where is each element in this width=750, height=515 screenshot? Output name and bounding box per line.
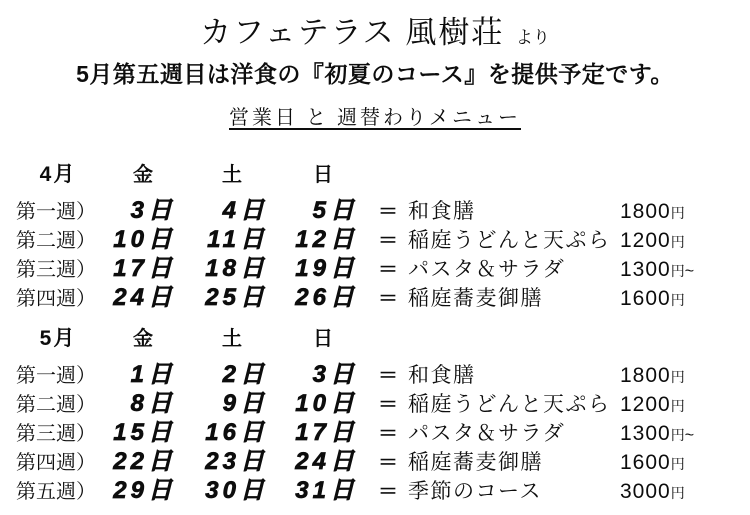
saturday-column-header: 土 <box>222 163 242 186</box>
date-saturday: 9日 <box>222 389 268 417</box>
menu-name: 稲庭うどんと天ぷら <box>408 228 611 252</box>
equals-sign: ＝ <box>378 200 398 223</box>
menu-name: 稲庭蕎麦御膳 <box>408 450 543 474</box>
month-label-april: 4月 <box>39 162 77 186</box>
date-sunday: 5日 <box>312 196 358 224</box>
date-saturday: 16日 <box>205 418 268 446</box>
price-suffix: ~ <box>684 262 695 280</box>
sunday-column-header: 日 <box>313 163 333 186</box>
price <box>620 287 734 311</box>
date-sunday: 10日 <box>295 389 358 417</box>
price-amount: 1800 <box>620 199 671 223</box>
price-suffix: ~ <box>684 426 695 444</box>
menu-name: 稲庭うどんと天ぷら <box>408 392 611 416</box>
equals-sign: ＝ <box>378 393 398 416</box>
price-unit: 円 <box>670 397 685 414</box>
april-header-row <box>16 158 734 188</box>
title-suffix: より <box>515 28 550 47</box>
week-label: 第二週） <box>16 393 96 416</box>
date-sunday: 26日 <box>295 283 358 311</box>
friday-column-header: 金 <box>133 327 153 350</box>
price-amount: 1300 <box>620 257 671 281</box>
date-saturday: 30日 <box>205 476 268 504</box>
price <box>620 480 734 504</box>
price-unit: 円 <box>670 291 685 308</box>
date-sunday: 3日 <box>312 360 358 388</box>
date-friday: 15日 <box>113 418 176 446</box>
price-unit: 円 <box>670 262 685 279</box>
date-friday: 29日 <box>113 476 176 504</box>
date-sunday: 19日 <box>295 254 358 282</box>
section-heading: 営業日 と 週替わりメニュー <box>229 106 521 129</box>
price <box>620 451 734 475</box>
date-saturday: 18日 <box>205 254 268 282</box>
week-label: 第四週） <box>16 287 96 310</box>
date-sunday: 12日 <box>295 225 358 253</box>
month-label-may: 5月 <box>39 326 77 350</box>
price-amount: 1200 <box>620 228 671 252</box>
week-label: 第五週） <box>16 480 96 503</box>
date-sunday: 31日 <box>295 476 358 504</box>
table-row <box>16 354 734 388</box>
date-saturday: 11日 <box>207 225 268 253</box>
week-label: 第二週） <box>16 229 96 252</box>
date-sunday: 24日 <box>295 447 358 475</box>
week-label: 第一週） <box>16 364 96 387</box>
menu-name: パスタ＆サラダ <box>408 257 566 281</box>
menu-name: 季節のコース <box>408 479 542 503</box>
price-unit: 円 <box>670 204 685 221</box>
date-saturday: 23日 <box>205 447 268 475</box>
week-label: 第三週） <box>16 258 96 281</box>
menu-name: パスタ＆サラダ <box>408 421 566 445</box>
date-saturday: 25日 <box>205 283 268 311</box>
equals-sign: ＝ <box>378 229 398 252</box>
price-unit: 円 <box>670 426 685 443</box>
price-amount: 1800 <box>620 363 671 387</box>
may-header-row <box>16 322 734 352</box>
saturday-column-header: 土 <box>222 327 242 350</box>
section-heading-wrap <box>16 101 734 130</box>
equals-sign: ＝ <box>378 364 398 387</box>
price-unit: 円 <box>670 484 685 501</box>
april-section <box>16 158 734 311</box>
equals-sign: ＝ <box>378 287 398 310</box>
price-unit: 円 <box>670 233 685 250</box>
price <box>620 200 734 224</box>
price-amount: 3000 <box>620 479 671 503</box>
equals-sign: ＝ <box>378 422 398 445</box>
sunday-column-header: 日 <box>313 327 333 350</box>
cafe-name: カフェテラス 風樹荘 <box>200 15 505 50</box>
date-sunday: 17日 <box>295 418 358 446</box>
announcement-text: 5月第五週目は洋食の『初夏のコース』を提供予定です。 <box>76 60 674 87</box>
date-friday: 3日 <box>130 196 176 224</box>
equals-sign: ＝ <box>378 451 398 474</box>
date-friday: 10日 <box>113 225 176 253</box>
may-section <box>16 322 734 504</box>
date-friday: 17日 <box>113 254 176 282</box>
price-amount: 1300 <box>620 421 671 445</box>
price <box>620 229 734 253</box>
week-label: 第一週） <box>16 200 96 223</box>
week-label: 第四週） <box>16 451 96 474</box>
date-friday: 24日 <box>113 283 176 311</box>
equals-sign: ＝ <box>378 480 398 503</box>
price <box>620 258 734 282</box>
price-amount: 1200 <box>620 392 671 416</box>
price <box>620 393 734 417</box>
menu-name: 和食膳 <box>408 363 476 387</box>
price-unit: 円 <box>670 368 685 385</box>
menu-name: 和食膳 <box>408 199 476 223</box>
date-saturday: 2日 <box>222 360 268 388</box>
date-friday: 1日 <box>130 360 176 388</box>
date-friday: 8日 <box>130 389 176 417</box>
page-title <box>16 14 734 53</box>
friday-column-header: 金 <box>133 163 153 186</box>
price-amount: 1600 <box>620 286 671 310</box>
price <box>620 364 734 388</box>
price-unit: 円 <box>670 455 685 472</box>
week-label: 第三週） <box>16 422 96 445</box>
date-friday: 22日 <box>113 447 176 475</box>
equals-sign: ＝ <box>378 258 398 281</box>
menu-name: 稲庭蕎麦御膳 <box>408 286 543 310</box>
price-amount: 1600 <box>620 450 671 474</box>
table-row <box>16 190 734 224</box>
price <box>620 422 734 446</box>
date-saturday: 4日 <box>222 196 268 224</box>
